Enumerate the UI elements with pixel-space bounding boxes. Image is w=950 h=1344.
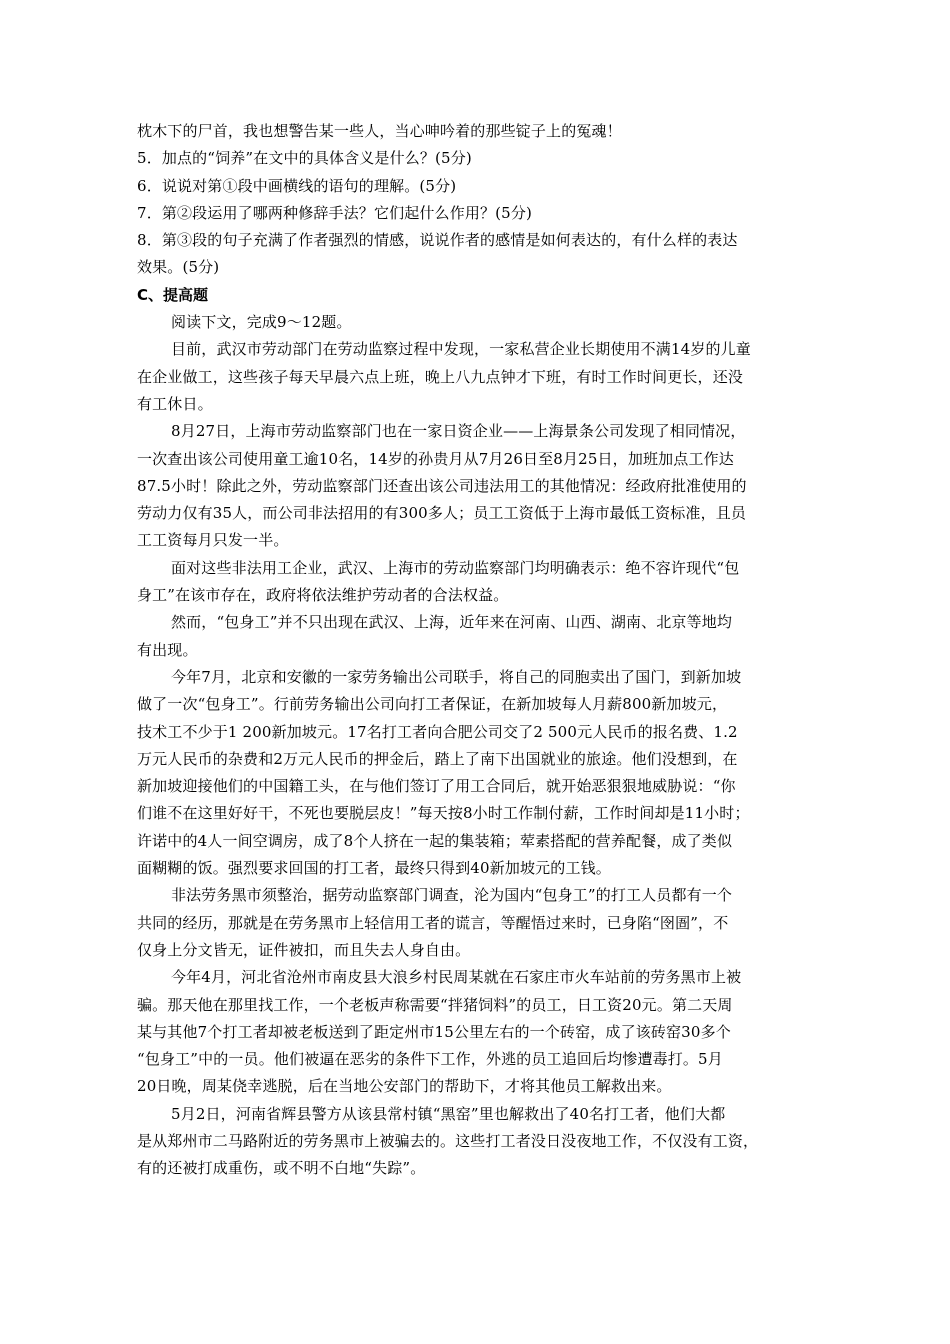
paragraph-line: 做了一次“包身工”。行前劳务输出公司向打工者保证，在新加坡每人月薪800新加坡元， [137, 695, 728, 714]
paragraph-line: 某与其他7个打工者却被老板送到了距定州市15公里左右的一个砖窑，成了该砖窑30多个 [137, 1022, 731, 1041]
paragraph-shanghai [137, 418, 827, 554]
paragraph-line: 8月27日，上海市劳动监察部门也在一家日资企业——上海景条公司发现了相同情况， [171, 422, 746, 441]
paragraph-line: 面糊糊的饭。强烈要求回国的打工者，最终只得到40新加坡元的工钱。 [137, 859, 611, 878]
paragraph-line: 新加坡迎接他们的中国籍工头，在与他们签订了用工合同后，就开始恶狠狠地威胁说：“你 [137, 777, 736, 796]
paragraph-line: 今年4月，河北省沧州市南皮县大浪乡村民周某就在石家庄市火车站前的劳务黑市上被 [171, 968, 742, 987]
paragraph-line: 劳动力仅有35人，而公司非法招用的有300多人；员工工资低于上海市最低工资标准，且员 [137, 504, 747, 523]
question-list [137, 145, 827, 281]
intro-continuation: 枕木下的尸首，我也想警告某一些人，当心呻吟着的那些锭子上的冤魂！ [137, 122, 622, 140]
paragraph-hebei [137, 964, 827, 1100]
paragraph-line: 们谁不在这里好好干，不死也要脱层皮！”每天按8小时工作制付薪，工作时间却是11小时； [137, 804, 750, 823]
question-7: 7．第②段运用了哪两种修辞手法？它们起什么作用？(5分) [137, 203, 532, 222]
paragraph-line: 在企业做工，这些孩子每天早晨六点上班，晚上八九点钟才下班，有时工作时间更长，还没 [137, 367, 744, 386]
paragraph-wuhan [137, 336, 827, 418]
paragraph-line: “包身工”中的一员。他们被逼在恶劣的条件下工作，外逃的员工追回后均惨遭毒打。5月 [137, 1050, 723, 1069]
paragraph-line: 一次查出该公司使用童工逾10名，14岁的孙贵月从7月26日至8月25日，加班加点工作达 [137, 449, 734, 468]
paragraph-line: 技术工不少于1 200新加坡元。17名打工者向合肥公司交了2 500元人民币的报名费、1.2 [137, 722, 738, 741]
paragraph-other-regions [137, 609, 827, 664]
reading-passage [137, 309, 827, 1183]
paragraph-line: 有的还被打成重伤，或不明不白地“失踪”。 [137, 1159, 426, 1178]
section-title: C、提高题 [137, 285, 209, 304]
paragraph-line: 面对这些非法用工企业，武汉、上海市的劳动监察部门均明确表示：绝不容许现代“包 [171, 558, 740, 577]
paragraph-line: 有工休日。 [137, 394, 213, 413]
question-5: 5．加点的“饲养”在文中的具体含义是什么？(5分) [137, 149, 472, 168]
question-8: 8．第③段的句子充满了作者强烈的情感，说说作者的感情是如何表达的，有什么样的表达 [137, 231, 738, 250]
paragraph-line: 目前，武汉市劳动部门在劳动监察过程中发现，一家私营企业长期使用不满14岁的儿童 [171, 340, 751, 359]
paragraph-line: 工工资每月只发一半。 [137, 531, 289, 550]
paragraph-line: 身工”在该市存在，政府将依法维护劳动者的合法权益。 [137, 586, 509, 605]
paragraph-line: 今年7月，北京和安徽的一家劳务输出公司联手，将自己的同胞卖出了国门，到新加坡 [171, 667, 742, 686]
paragraph-line: 有出现。 [137, 640, 198, 659]
paragraph-line: 20日晚，周某侥幸逃脱，后在当地公安部门的帮助下，才将其他员工解救出来。 [137, 1077, 672, 1096]
paragraph-line: 5月2日，河南省辉县警方从该县常村镇“黑窑”里也解救出了40名打工者，他们大都 [171, 1104, 726, 1123]
paragraph-line: 骗。那天他在那里找工作，一个老板声称需要“拌猪饲料”的员工，日工资20元。第二天周 [137, 995, 733, 1014]
paragraph-line: 是从郑州市二马路附近的劳务黑市上被骗去的。这些打工者没日没夜地工作，不仅没有工资， [137, 1131, 759, 1150]
question-8-continued: 效果。(5分) [137, 258, 220, 277]
paragraph-line: 许诺中的4人一间空调房，成了8个人挤在一起的集装箱；荤素搭配的营养配餐，成了类似 [137, 831, 733, 850]
document-page [137, 118, 827, 1183]
paragraph-line: 非法劳务黑市须整治，据劳动监察部门调查，沦为国内“包身工”的打工人员都有一个 [171, 886, 733, 905]
paragraph-line: 万元人民币的杂费和2万元人民币的押金后，踏上了南下出国就业的旅途。他们没想到，在 [137, 749, 738, 768]
paragraph-instruction: 阅读下文，完成9～12题。 [171, 313, 352, 332]
question-6: 6．说说对第①段中画横线的语句的理解。(5分) [137, 176, 457, 195]
paragraph-singapore [137, 664, 827, 882]
paragraph-line: 共同的经历，那就是在劳务黑市上轻信用工者的谎言，等醒悟过来时，已身陷“囹圄”，不 [137, 913, 729, 932]
paragraph-line: 仅身上分文皆无，证件被扣，而且失去人身自由。 [137, 940, 471, 959]
paragraph-henan [137, 1101, 827, 1183]
paragraph-statement [137, 555, 827, 610]
paragraph-black-market [137, 882, 827, 964]
paragraph-line: 然而，“包身工”并不只出现在武汉、上海，近年来在河南、山西、湖南、北京等地均 [171, 613, 733, 632]
paragraph-line: 87.5小时！除此之外，劳动监察部门还查出该公司违法用工的其他情况：经政府批准使用的 [137, 476, 747, 495]
